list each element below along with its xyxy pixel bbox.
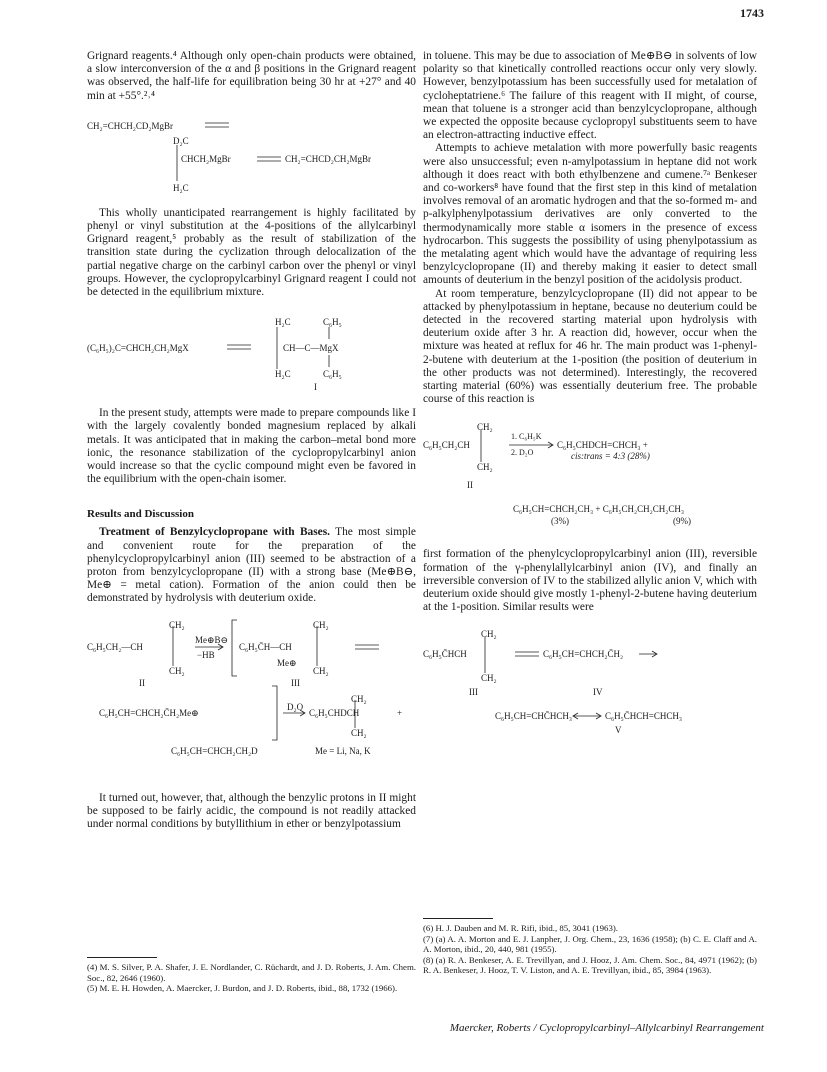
scheme-text: CH₂ [313, 665, 329, 676]
paragraph [87, 526, 416, 605]
scheme-text: Me = Li, Na, K [315, 745, 371, 756]
scheme-text: CH₂ [477, 422, 493, 433]
scheme-text: CH₂ [481, 672, 497, 683]
paragraph-text: The most simple and convenient route for the preparation of the phenylcyclopropylcarbinyl anion (III) seemed to be abstraction of a proton from benzylcyclopropane (II) with a strong base (Me⊕B⊖, Me⊕ = metal cation). Formation of the anion could then be demonstrated by hydrolysis with deuterium oxide. [87, 526, 416, 605]
scheme-text: + [397, 707, 403, 718]
scheme-text: H₂C [173, 182, 189, 193]
compound-label: II [139, 677, 145, 688]
footnote: (8) (a) R. A. Benkeser, A. E. Trevillyan, and J. Hooz, J. Am. Chem. Soc., 84, 4971 (1962); (b) R. A. Benkeser, J. Hooz, T. V. Liston, and A. E. Trevillyan, ibid., 85, 3984 (1963). [423, 954, 757, 976]
footnote: (5) M. E. H. Howden, A. Maercker, J. Burdon, and J. D. Roberts, ibid., 88, 1732 (1966). [87, 983, 398, 994]
scheme-text: (9%) [673, 516, 691, 527]
compound-label: II [467, 480, 473, 491]
running-footer: Maercker, Roberts / Cyclopropylcarbinyl–Allylcarbinyl Rearrangement [449, 1022, 764, 1034]
scheme-text: C₆H₅C̄H—CH [239, 641, 292, 652]
footnote: (7) (a) A. A. Morton and E. J. Lanpher, J. Org. Chem., 23, 1636 (1958); (b) C. E. Claff and A. A. Morton, ibid., 20, 440, 981 (1955). [423, 933, 757, 955]
scheme-text: C₆H₅C̄HCH [423, 648, 467, 659]
equation-scheme-2 [87, 313, 416, 393]
scheme-text: CH₂ [313, 619, 329, 630]
paragraph: Grignard reagents.⁴ Although only open-chain products were obtained, a slow interconversion of the α and β positions in the Grignard reagent was observed, the half-life for equilibration being 30 hr at +27° and 40 min at +55°.²˒⁴ [87, 50, 416, 102]
paragraph: first formation of the phenylcyclopropylcarbinyl anion (III), reversible formation of the γ-phenylallylcarbinyl anion (IV), and finally an irreversible conversion of IV to the stabilized allylic anion V, which with deuterium oxide should give mostly 1-phenyl-2-butene having deuterium at the 1-position. Similar results were [423, 548, 757, 614]
scheme-text: 2. D₂O [511, 448, 534, 458]
page-number: 1743 [740, 6, 764, 20]
footnote-rule [423, 918, 493, 919]
scheme-text: C₆H₅CH=CHCH₂C̄H₂ [543, 648, 624, 659]
scheme-text: CH₂ [169, 665, 185, 676]
scheme-text: C₆H₅CH=CHC̄HCH₃ [495, 710, 573, 721]
scheme-text: C₆H₅CH₂—CH [87, 641, 143, 652]
scheme-text: CHCH₂MgBr [181, 153, 231, 164]
scheme-text: D₂C [173, 135, 189, 146]
scheme-text: C₆H₅ [323, 317, 342, 328]
scheme-text: (3%) [551, 516, 569, 527]
scheme-text: 1. C₆H₅K [511, 432, 542, 442]
equilibrium-arrows [87, 313, 416, 393]
scheme-text: Me⊕B⊖ [195, 634, 229, 645]
compound-label: III [291, 677, 300, 688]
scheme-text: CH—C—MgX [283, 343, 339, 354]
compound-label: V [615, 724, 622, 735]
footnotes-left [87, 962, 416, 994]
equation-scheme-4 [423, 420, 757, 542]
footnote-rule [87, 957, 157, 958]
scheme-text: C₆H₅CH=CHCH₂C̄H₂Me⊕ [99, 707, 199, 718]
scheme-text: (C₆H₅)₂C=CHCH₂CH₂MgX [87, 343, 189, 354]
scheme-text: −HB [197, 649, 215, 660]
scheme-text: CH₂ [481, 628, 497, 639]
scheme-text: H₂C [275, 317, 291, 328]
scheme-text: C₆H₅ [323, 369, 342, 380]
compound-label: I [314, 382, 317, 393]
equation-scheme-5 [423, 627, 757, 737]
scheme-text: CH₂=CHCH₂CD₂MgBr [87, 120, 174, 131]
equation-scheme-1 [87, 117, 416, 201]
scheme-text: Me⊕ [277, 657, 297, 668]
scheme-text: C₆H₅CH=CHCH₂CH₃ + C₆H₅CH₂CH₂CH₂CH₃ [513, 504, 685, 515]
footnote: (6) H. J. Dauben and M. R. Rifi, ibid., 85, 3041 (1963). [423, 923, 618, 933]
scheme-text: C₆H₅CHDCH [309, 707, 360, 718]
footnote: (4) M. S. Silver, P. A. Shafer, J. E. Nordlander, C. Rüchardt, and J. D. Roberts, J. Am. Chem. Soc., 82, 2646 (1960). [87, 962, 416, 983]
scheme-text: C₆H₅C̄HCH=CHCH₃ [605, 710, 683, 721]
right-column [423, 50, 757, 737]
scheme-text: CH₂ [351, 693, 367, 704]
reaction-arrows [423, 627, 757, 737]
left-column [87, 50, 416, 831]
paragraph: Attempts to achieve metalation with more powerfully basic reagents were also unsuccessful; even n-amylpotassium in heptane did not work although it does react with both ethylbenzene and cumene.⁷ᵃ Benkeser and co-workers⁸ have found that the first step in this kind of metalation involves removal of an aromatic hydrogen and that the so-formed m- and p-alkylphenylpotassium derivatives are only converted to the thermodynamically more stable α isomers in the presence of excess hydrocarbon. This suggests the possibility of using phenylpotassium as the metalating agent which would have the advantage of requiring less benzylcyclopropane (II) and thereby making it easier to detect small amounts of deuterium in the benzyl position of the acidolysis product. [423, 142, 757, 287]
scheme-text: cis:trans = 4:3 (28%) [571, 451, 650, 462]
scheme-text: H₂C [275, 369, 291, 380]
scheme-text: CH₂ [477, 462, 493, 473]
compound-label: III [469, 686, 478, 697]
footnotes-right [423, 923, 757, 976]
paragraph: In the present study, attempts were made to prepare compounds like I with the largely covalently bonded magnesium replaced by alkali metals. It was anticipated that in making the carbon–metal bond more ionic, the resonance stabilization of the cyclopropylcarbinyl anion would increase so that the cyclic compound might even be favored in the equilibrium with the open-chain isomer. [87, 407, 416, 486]
scheme-text: CH₂=CHCD₂CH₂MgBr [285, 153, 372, 164]
scheme-text: C₆H₅CH=CHCH₂CH₂D [171, 745, 258, 756]
scheme-text: D₂O [287, 701, 304, 712]
paragraph: It turned out, however, that, although the benzylic protons in II might be supposed to be fairly acidic, the compound is not readily attacked under normal conditions by butyllithium in ether or benzylpotassium [87, 791, 416, 831]
paragraph: This wholly unanticipated rearrangement is highly facilitated by phenyl or vinyl substitution at the 4-positions of the allylcarbinyl Grignard reagent,⁵ probably as the result of stabilization of the transition state during the cyclization through delocalization of the partial negative charge on the carbinyl carbon over the phenyl or vinyl groups. However, the cyclopropylcarbinyl Grignard reagent I could not be detected in the equilibrium mixture. [87, 206, 416, 299]
scheme-text: CH₂ [169, 619, 185, 630]
paragraph: in toluene. This may be due to association of Me⊕B⊖ in solvents of low polarity so that kinetically controlled reactions occur only very slowly. However, benzylpotassium has been successfully used for metalation of cycloheptatriene.⁶ The failure of this reagent with II might, of course, mean that toluene is a stronger acid than benzylcyclopropane, although we expected the opposite because cyclopropyl substituents seem to have an electron-attracting inductive effect. [423, 50, 757, 142]
scheme-text: C₆H₅CHDCH=CHCH₃ + [557, 440, 648, 451]
reaction-arrows [423, 420, 757, 542]
section-heading: Results and Discussion [87, 508, 194, 521]
compound-label: IV [593, 686, 603, 697]
scheme-text: C₆H₅CH₂CH [423, 440, 470, 451]
equation-scheme-3 [87, 618, 416, 780]
scheme-text: CH₂ [351, 727, 367, 738]
paragraph: At room temperature, benzylcyclopropane (II) did not appear to be attacked by phenylpotassium in heptane, because no deuterium could be detected in the recovered starting material upon hydrolysis with deuterium oxide after 3 hr. A reaction did, however, occur when the mixture was heated at reflux for 46 hr. The main product was 1-phenyl-2-butene with deuterium at the 1-position (the position of deuterium in the other products was not determined). Interestingly, the recovered starting material (60%) was essentially deuterium free. The probable course of this reaction is [423, 287, 757, 406]
subsection-heading: Treatment of Benzylcyclopropane with Bases. [99, 526, 331, 539]
